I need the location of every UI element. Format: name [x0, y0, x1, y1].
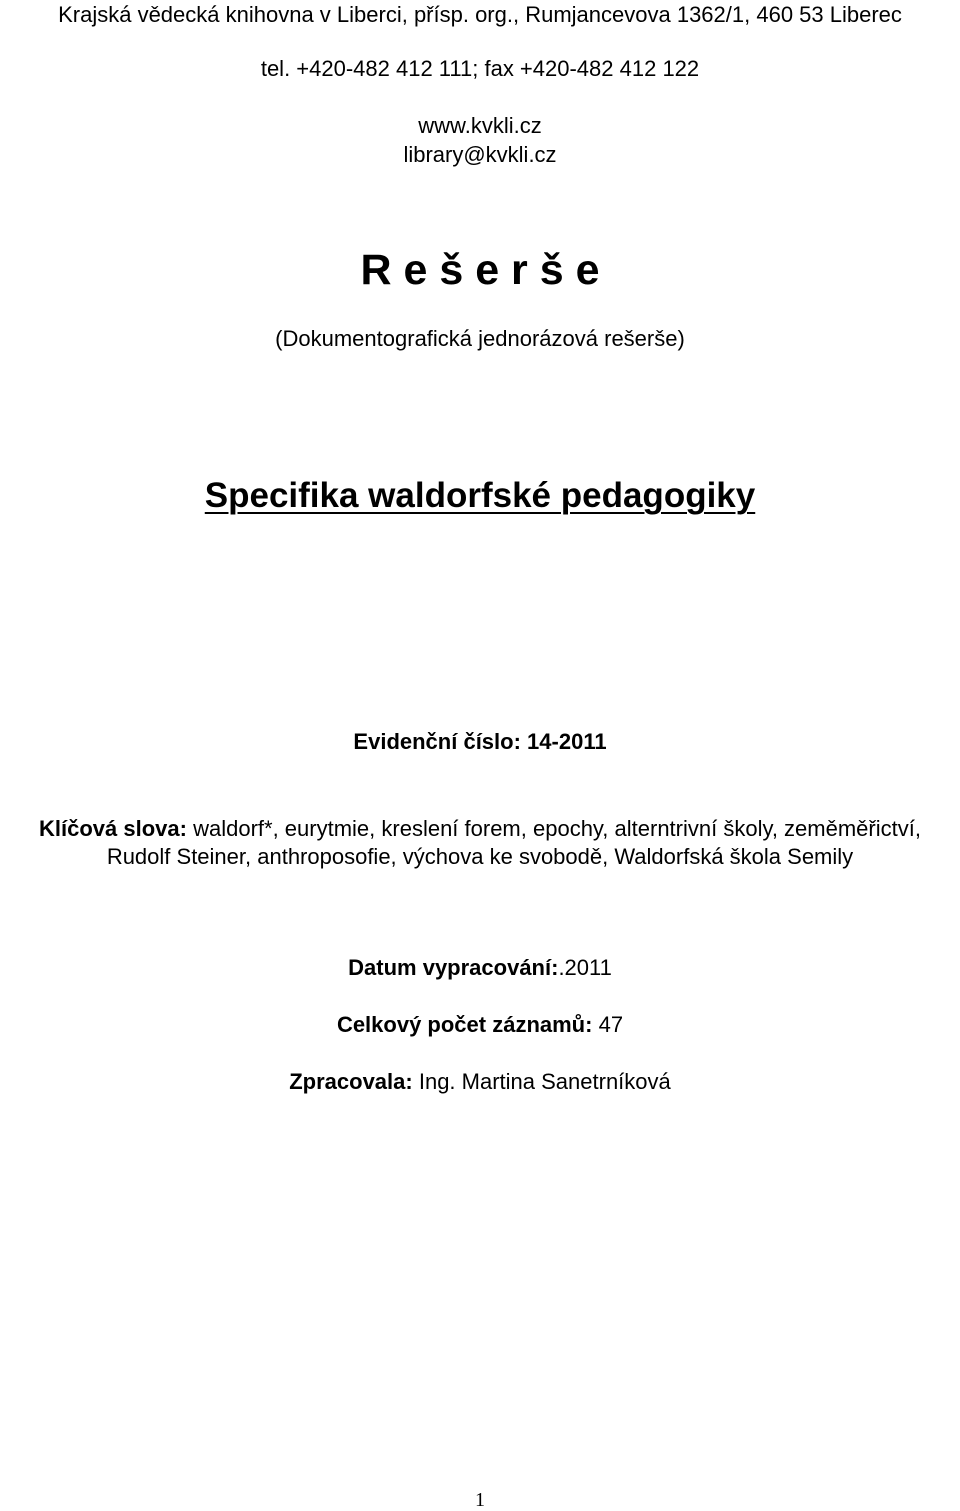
library-website: www.kvkli.cz	[418, 113, 542, 138]
evidence-number-value: 14-2011	[527, 729, 607, 754]
record-count-label: Celkový počet záznamů:	[336, 1012, 593, 1037]
record-count	[0, 1012, 960, 1038]
library-email: library@kvkli.cz	[403, 142, 557, 167]
evidence-number	[0, 729, 960, 755]
document-subtitle: (Dokumentografická jednorázová rešerše)	[275, 326, 685, 351]
processing-date-value: .2011	[558, 955, 612, 980]
document-title: R e š e r š e	[360, 246, 600, 294]
prepared-by	[0, 1069, 960, 1095]
keywords-value: waldorf*, eurytmie, kreslení forem, epochy, alterntrivní školy, zeměměřictví, Rudolf Steiner, anthroposofie, výchova ke svobodě, Waldorfská škola Semily	[106, 816, 921, 869]
keywords-label: Klíčová slova:	[39, 816, 187, 841]
record-count-value: 47	[598, 1012, 624, 1037]
research-topic: Specifika waldorfské pedagogiky	[204, 476, 756, 515]
page-number: 1	[475, 1489, 485, 1511]
processing-date-label: Datum vypracování:	[348, 955, 559, 980]
evidence-number-label: Evidenční číslo:	[353, 729, 521, 754]
prepared-by-label: Zpracovala:	[289, 1069, 413, 1094]
library-phone-fax: tel. +420-482 412 111; fax +420-482 412 122	[260, 56, 700, 81]
processing-date	[0, 955, 960, 981]
prepared-by-value: Ing. Martina Sanetrníková	[418, 1069, 671, 1094]
keywords	[0, 815, 960, 871]
library-address: Krajská vědecká knihovna v Liberci, přísp. org., Rumjancevova 1362/1, 460 53 Liberec	[58, 2, 902, 27]
